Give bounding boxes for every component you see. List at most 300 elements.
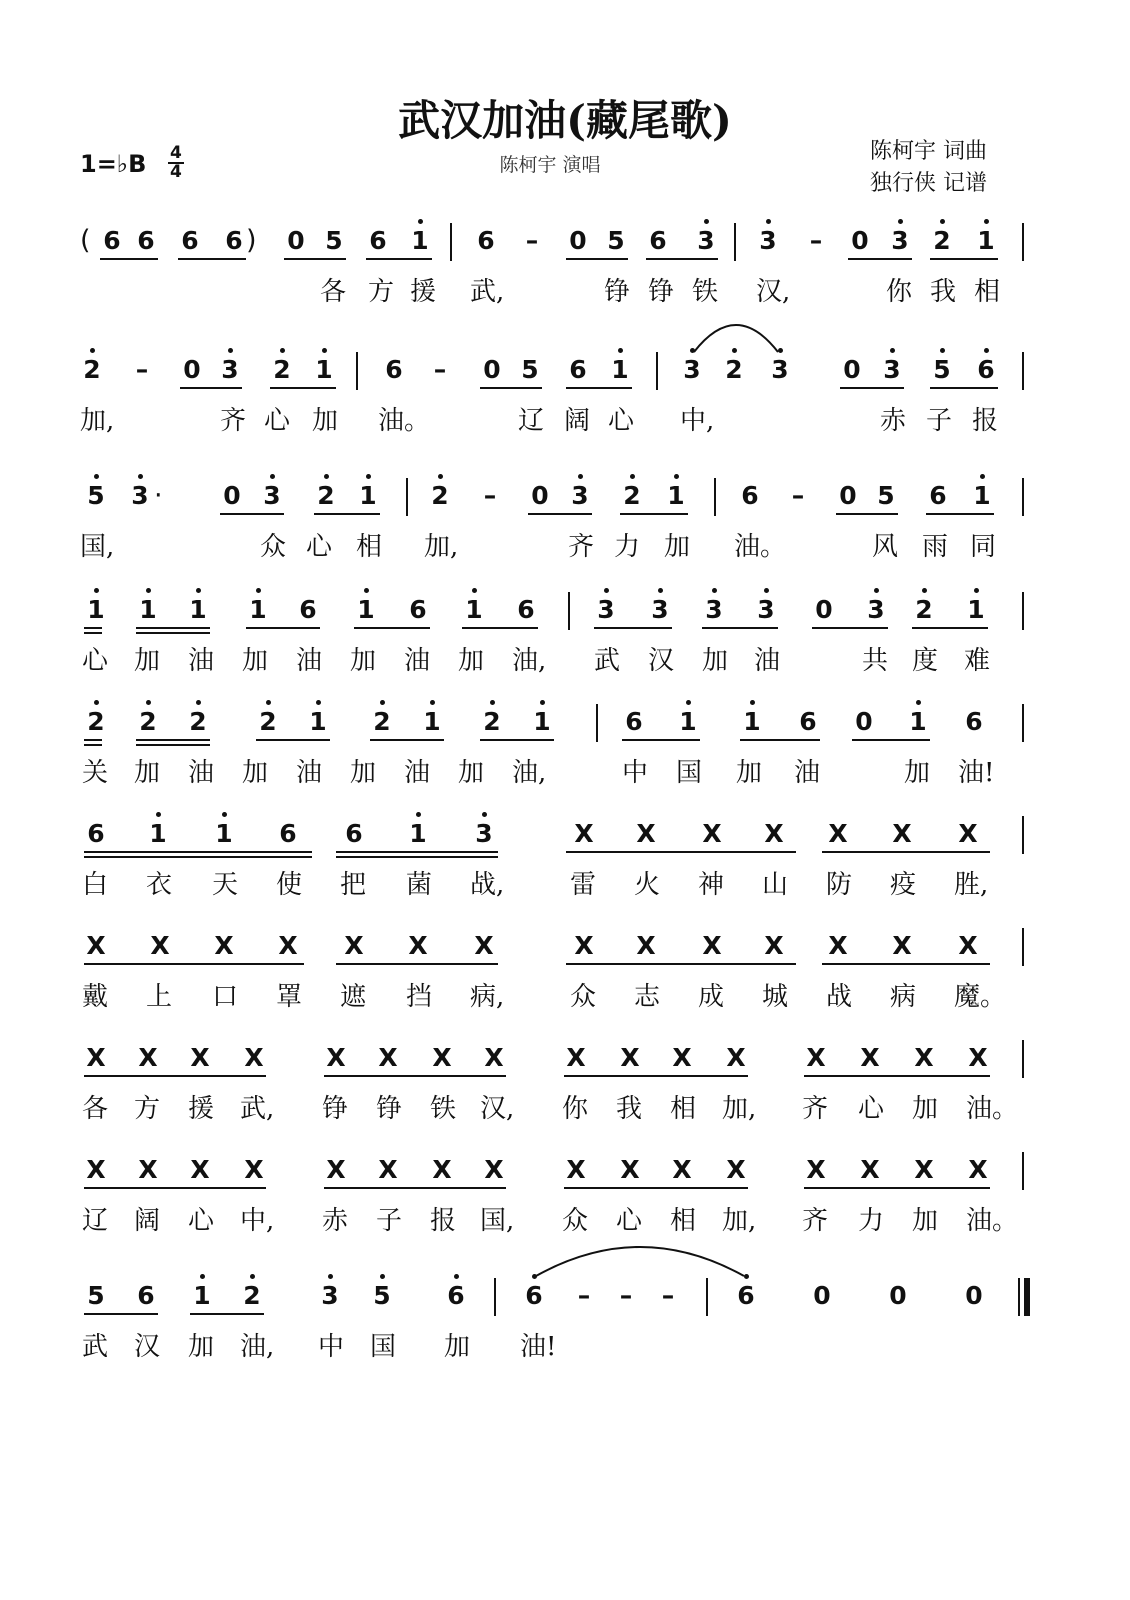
- note: 0: [843, 355, 861, 384]
- note: 6: [137, 1281, 155, 1310]
- note: 1: [193, 1281, 211, 1310]
- lyric: 中: [317, 1332, 344, 1362]
- lyric: 齐: [567, 532, 594, 562]
- note: 2: [915, 595, 933, 624]
- note: X: [432, 1155, 452, 1184]
- note: 3: [705, 595, 723, 624]
- note: 6: [569, 355, 587, 384]
- lyric: 中: [621, 758, 648, 788]
- note: 1: [533, 707, 551, 736]
- octave-dot: [146, 588, 151, 593]
- lyric: 油: [793, 758, 820, 788]
- beam-line: [566, 387, 632, 389]
- octave-dot: [94, 700, 99, 705]
- lyric: 汉: [647, 646, 674, 676]
- note: 6: [385, 355, 403, 384]
- beam-line: [480, 387, 542, 389]
- note: 2: [317, 481, 335, 510]
- octave-dot: [658, 588, 663, 593]
- lyric: 加: [241, 646, 268, 676]
- note: X: [190, 1043, 210, 1072]
- note: X: [914, 1043, 934, 1072]
- notation-symbol: ·: [154, 480, 163, 511]
- beam-line: [336, 856, 498, 858]
- final-bar-thin: [1018, 1278, 1020, 1316]
- note: –: [433, 355, 447, 384]
- lyric: 防: [825, 870, 852, 900]
- lyric: 城: [761, 982, 788, 1012]
- note: X: [474, 931, 494, 960]
- lyric: 阔: [563, 406, 590, 436]
- lyric: 武,: [240, 1094, 275, 1124]
- lyric: 报: [429, 1206, 456, 1236]
- lyric: 加: [911, 1206, 938, 1236]
- note: 3: [867, 595, 885, 624]
- lyric: 武,: [470, 277, 505, 307]
- beam-line: [566, 963, 796, 965]
- note: X: [620, 1043, 640, 1072]
- octave-dot: [416, 812, 421, 817]
- lyric: 魔。: [954, 982, 1007, 1012]
- lyric: 油!: [958, 758, 995, 788]
- octave-dot: [270, 474, 275, 479]
- note: 0: [855, 707, 873, 736]
- beam-line: [622, 739, 700, 741]
- lyric: 志: [633, 982, 660, 1012]
- lyric: 各: [319, 277, 346, 307]
- note: 2: [623, 481, 641, 510]
- octave-dot: [984, 219, 989, 224]
- lyric: 加: [735, 758, 762, 788]
- note: X: [86, 1043, 106, 1072]
- note: 6: [977, 355, 995, 384]
- lyric: 油: [187, 646, 214, 676]
- note: 3: [221, 355, 239, 384]
- note: 6: [279, 819, 297, 848]
- note: X: [344, 931, 364, 960]
- lyric: 疫: [889, 870, 916, 900]
- octave-dot: [438, 474, 443, 479]
- beam-line: [740, 739, 820, 741]
- beam-line: [136, 739, 210, 741]
- note: 1: [411, 226, 429, 255]
- note: 2: [243, 1281, 261, 1310]
- lyric: 众: [561, 1206, 588, 1236]
- note: 3: [771, 355, 789, 384]
- note: 5: [325, 226, 343, 255]
- octave-dot: [984, 348, 989, 353]
- note: 1: [465, 595, 483, 624]
- lyric: 齐: [801, 1206, 828, 1236]
- beam-line: [178, 258, 246, 260]
- octave-dot: [940, 219, 945, 224]
- note: X: [806, 1043, 826, 1072]
- note: 0: [183, 355, 201, 384]
- octave-dot: [890, 348, 895, 353]
- note: 1: [87, 595, 105, 624]
- note: X: [636, 931, 656, 960]
- octave-dot: [90, 348, 95, 353]
- note: 3: [597, 595, 615, 624]
- note: 6: [181, 226, 199, 255]
- lyric: 戴: [81, 982, 108, 1012]
- lyric: 国,: [80, 532, 115, 562]
- notation-symbol: ): [246, 225, 257, 256]
- note: X: [726, 1043, 746, 1072]
- octave-dot: [366, 474, 371, 479]
- octave-dot: [472, 588, 477, 593]
- bar-line: [706, 1278, 708, 1316]
- tie-slur: [692, 322, 780, 354]
- lyric: 中,: [240, 1206, 275, 1236]
- bar-line: [356, 352, 358, 390]
- time-signature-bottom: 4: [170, 162, 182, 182]
- beam-line: [136, 627, 210, 629]
- note: 1: [611, 355, 629, 384]
- beam-line: [324, 1187, 506, 1189]
- lyric: 铁: [429, 1094, 456, 1124]
- lyric: 方: [133, 1094, 160, 1124]
- lyric: 阔: [133, 1206, 160, 1236]
- beam-line: [336, 851, 498, 853]
- score-line: [0, 820, 1130, 930]
- lyric: 油,: [512, 646, 547, 676]
- lyric: 国,: [480, 1206, 515, 1236]
- note: 6: [447, 1281, 465, 1310]
- lyric: 菌: [405, 870, 432, 900]
- note: 5: [933, 355, 951, 384]
- note: 5: [877, 481, 895, 510]
- note: X: [138, 1155, 158, 1184]
- lyric: 加: [903, 758, 930, 788]
- octave-dot: [266, 700, 271, 705]
- octave-dot: [686, 700, 691, 705]
- note: 1: [743, 707, 761, 736]
- lyric: 赤: [321, 1206, 348, 1236]
- lyric: 加: [187, 1332, 214, 1362]
- lyric: 汉: [133, 1332, 160, 1362]
- note: X: [892, 819, 912, 848]
- lyric: 相: [355, 532, 382, 562]
- lyric: 加,: [80, 406, 115, 436]
- bar-line: [1022, 223, 1024, 261]
- note: 3: [683, 355, 701, 384]
- note: 6: [799, 707, 817, 736]
- lyric: 众: [259, 532, 286, 562]
- lyric: 铁: [691, 277, 718, 307]
- octave-dot: [418, 219, 423, 224]
- beam-line: [646, 258, 718, 260]
- note: 0: [569, 226, 587, 255]
- beam-line: [930, 258, 998, 260]
- note: X: [968, 1043, 988, 1072]
- note: 5: [373, 1281, 391, 1310]
- beam-line: [836, 513, 898, 515]
- note: 0: [531, 481, 549, 510]
- score-line: [0, 356, 1130, 466]
- octave-dot: [490, 700, 495, 705]
- lyric: 雨: [921, 532, 948, 562]
- note: X: [484, 1155, 504, 1184]
- note: X: [968, 1155, 988, 1184]
- lyric: 油!: [520, 1332, 557, 1362]
- note: 1: [973, 481, 991, 510]
- note: X: [86, 1155, 106, 1184]
- lyric: 相: [669, 1206, 696, 1236]
- note: –: [135, 355, 149, 384]
- lyric: 子: [925, 406, 952, 436]
- lyric: 心: [607, 406, 634, 436]
- beam-line: [84, 744, 102, 746]
- note: X: [764, 931, 784, 960]
- note: X: [726, 1155, 746, 1184]
- lyric: 铮: [375, 1094, 402, 1124]
- note: X: [86, 931, 106, 960]
- note: X: [138, 1043, 158, 1072]
- note: X: [566, 1043, 586, 1072]
- note: 6: [345, 819, 363, 848]
- bar-line: [1022, 592, 1024, 630]
- note: 6: [103, 226, 121, 255]
- octave-dot: [578, 474, 583, 479]
- beam-line: [840, 387, 904, 389]
- lyric: 天: [211, 870, 238, 900]
- lyric: 方: [367, 277, 394, 307]
- lyric: 加: [663, 532, 690, 562]
- octave-dot: [146, 700, 151, 705]
- note: 6: [625, 707, 643, 736]
- note: 3: [883, 355, 901, 384]
- lyric: 雷: [569, 870, 596, 900]
- octave-dot: [328, 1274, 333, 1279]
- beam-line: [84, 963, 304, 965]
- note: 1: [189, 595, 207, 624]
- lyric: 使: [275, 870, 302, 900]
- lyric: 加: [349, 646, 376, 676]
- beam-line: [84, 739, 102, 741]
- bar-line: [1022, 352, 1024, 390]
- note: 1: [315, 355, 333, 384]
- lyric: 加: [701, 646, 728, 676]
- note: X: [702, 819, 722, 848]
- bar-line: [734, 223, 736, 261]
- score-line: [0, 596, 1130, 706]
- octave-dot: [280, 348, 285, 353]
- octave-dot: [94, 474, 99, 479]
- note: –: [525, 226, 539, 255]
- note: X: [806, 1155, 826, 1184]
- lyric: 上: [145, 982, 172, 1012]
- octave-dot: [322, 348, 327, 353]
- octave-dot: [764, 588, 769, 593]
- beam-line: [848, 258, 912, 260]
- note: 0: [851, 226, 869, 255]
- lyric: 成: [697, 982, 724, 1012]
- lyric: 衣: [145, 870, 172, 900]
- note: 0: [287, 226, 305, 255]
- bar-line: [568, 592, 570, 630]
- octave-dot: [712, 588, 717, 593]
- lyric: 力: [857, 1206, 884, 1236]
- score-line: [0, 708, 1130, 818]
- note: X: [244, 1155, 264, 1184]
- note: 2: [83, 355, 101, 384]
- note: 3: [475, 819, 493, 848]
- note: X: [432, 1043, 452, 1072]
- lyric: 加: [241, 758, 268, 788]
- beam-line: [270, 387, 336, 389]
- note: 3: [891, 226, 909, 255]
- beam-line: [564, 1075, 748, 1077]
- bar-line: [1022, 704, 1024, 742]
- note: X: [892, 931, 912, 960]
- lyric: 心: [81, 646, 108, 676]
- note: 1: [249, 595, 267, 624]
- note: X: [190, 1155, 210, 1184]
- note: X: [214, 931, 234, 960]
- score-line: [0, 227, 1130, 337]
- time-signature: [168, 145, 184, 181]
- note: 2: [373, 707, 391, 736]
- lyric: 加: [443, 1332, 470, 1362]
- note: 0: [839, 481, 857, 510]
- lyric: 国: [369, 1332, 396, 1362]
- note: 0: [483, 355, 501, 384]
- note: 3: [759, 226, 777, 255]
- score-line: [0, 1044, 1130, 1154]
- note: X: [620, 1155, 640, 1184]
- lyric: 国: [675, 758, 702, 788]
- bar-line: [656, 352, 658, 390]
- lyric: 赤: [879, 406, 906, 436]
- beam-line: [84, 627, 102, 629]
- note: 6: [741, 481, 759, 510]
- beam-line: [100, 258, 158, 260]
- octave-dot: [196, 588, 201, 593]
- beam-line: [822, 963, 990, 965]
- note: X: [574, 931, 594, 960]
- note: 3: [571, 481, 589, 510]
- lyric: 胜,: [954, 870, 989, 900]
- lyric: 油: [295, 646, 322, 676]
- octave-dot: [430, 700, 435, 705]
- octave-dot: [630, 474, 635, 479]
- lyric: 加: [133, 646, 160, 676]
- note: 0: [965, 1281, 983, 1310]
- lyric: 各: [81, 1094, 108, 1124]
- lyric: 共: [861, 646, 888, 676]
- lyric: 铮: [321, 1094, 348, 1124]
- singer-credit: 陈柯宇 演唱: [499, 154, 601, 176]
- note: 0: [223, 481, 241, 510]
- beam-line: [370, 739, 444, 741]
- note: X: [672, 1043, 692, 1072]
- note: 1: [667, 481, 685, 510]
- song-title: 武汉加油(藏尾歌): [398, 96, 732, 145]
- lyric: 心: [187, 1206, 214, 1236]
- note: 2: [431, 481, 449, 510]
- octave-dot: [200, 1274, 205, 1279]
- note: 6: [225, 226, 243, 255]
- note: X: [408, 931, 428, 960]
- note: X: [278, 931, 298, 960]
- lyric: 山: [761, 870, 788, 900]
- bar-line: [450, 223, 452, 261]
- note: –: [809, 226, 823, 255]
- beam-line: [220, 513, 284, 515]
- beam-line: [136, 632, 210, 634]
- beam-line: [190, 1313, 264, 1315]
- note: X: [574, 819, 594, 848]
- octave-dot: [482, 812, 487, 817]
- bar-line: [714, 478, 716, 516]
- note: 6: [299, 595, 317, 624]
- note: 1: [679, 707, 697, 736]
- lyric: 武: [81, 1332, 108, 1362]
- note: –: [791, 481, 805, 510]
- note: –: [661, 1281, 675, 1310]
- note: 2: [483, 707, 501, 736]
- note: X: [958, 931, 978, 960]
- beam-line: [84, 1187, 266, 1189]
- note: 1: [359, 481, 377, 510]
- octave-dot: [540, 700, 545, 705]
- note: 6: [649, 226, 667, 255]
- note: 2: [933, 226, 951, 255]
- note: X: [378, 1155, 398, 1184]
- beam-line: [256, 739, 330, 741]
- beam-line: [804, 1075, 990, 1077]
- note: X: [150, 931, 170, 960]
- lyric: 加: [457, 646, 484, 676]
- beam-line: [354, 627, 430, 629]
- octave-dot: [256, 588, 261, 593]
- note: 3: [321, 1281, 339, 1310]
- note: –: [577, 1281, 591, 1310]
- note: 5: [87, 481, 105, 510]
- note: 1: [215, 819, 233, 848]
- octave-dot: [916, 700, 921, 705]
- lyric: 加,: [424, 532, 459, 562]
- final-bar-thick: [1024, 1278, 1030, 1316]
- note: 6: [525, 1281, 543, 1310]
- octave-dot: [196, 700, 201, 705]
- bar-line: [1022, 816, 1024, 854]
- score-line: [0, 932, 1130, 1042]
- note: 0: [815, 595, 833, 624]
- note: 1: [409, 819, 427, 848]
- lyric: 神: [697, 870, 724, 900]
- lyric: 相: [973, 277, 1000, 307]
- lyric: 辽: [81, 1206, 108, 1236]
- notation-credit: 独行侠 记谱: [870, 171, 987, 196]
- note: X: [326, 1043, 346, 1072]
- lyric: 油。: [734, 532, 787, 562]
- lyric: 相: [669, 1094, 696, 1124]
- note: 2: [87, 707, 105, 736]
- note: 1: [967, 595, 985, 624]
- beam-line: [246, 627, 320, 629]
- note: 3: [651, 595, 669, 624]
- lyric: 油: [403, 758, 430, 788]
- note: 3: [131, 481, 149, 510]
- lyric: 铮: [603, 277, 630, 307]
- beam-line: [324, 1075, 506, 1077]
- beam-line: [822, 851, 990, 853]
- lyric: 加: [911, 1094, 938, 1124]
- lyric: 武: [593, 646, 620, 676]
- beam-line: [462, 627, 538, 629]
